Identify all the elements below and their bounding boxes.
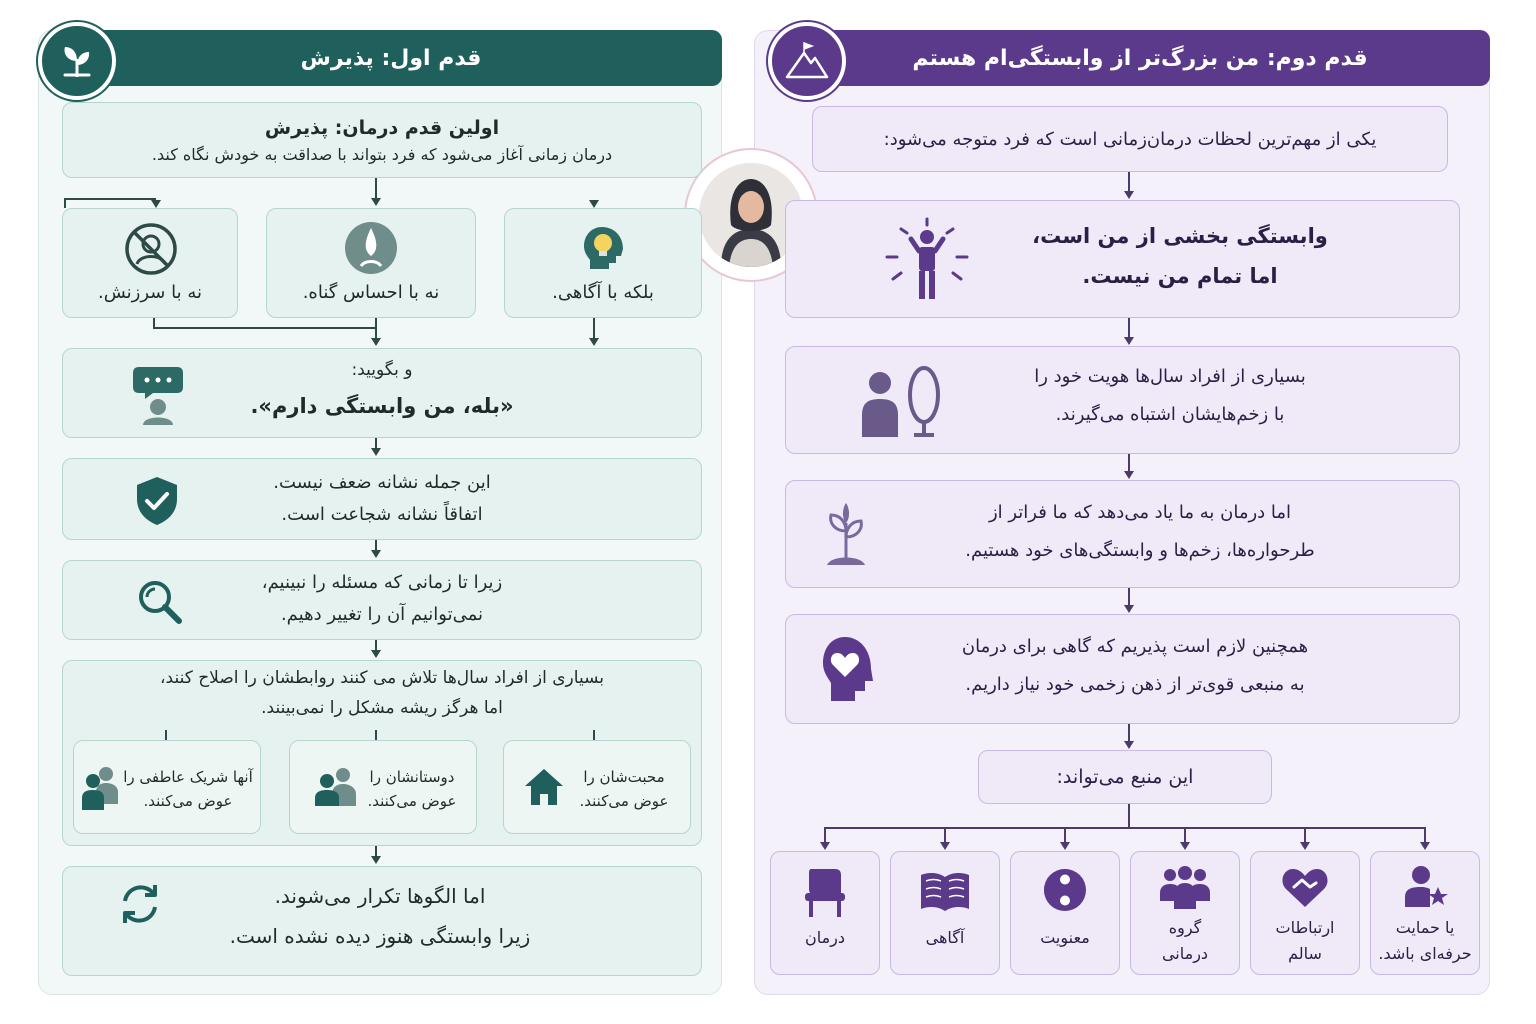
say-intro: و بگویید:	[351, 360, 413, 380]
intro-title: اولین قدم درمان: پذیرش	[264, 116, 500, 139]
chair-icon	[800, 864, 850, 920]
moment-box	[812, 106, 1448, 172]
shield-check-icon	[134, 474, 180, 528]
connector	[375, 178, 377, 198]
magnifier-icon	[134, 576, 184, 626]
step1-header	[60, 30, 722, 86]
resource-spirituality-line1: معنویت	[1040, 928, 1090, 947]
group-icon	[1158, 864, 1212, 910]
connector-arrow	[1060, 842, 1070, 850]
resource-relations-line2: سالم	[1288, 944, 1322, 963]
connector	[1128, 318, 1130, 338]
connector	[1304, 827, 1306, 843]
intro-text: درمان زمانی آغاز می‌شود که فرد بتواند با صداقت به خودش نگاه کند.	[151, 144, 613, 164]
mountain-flag-icon	[768, 22, 846, 100]
connector-arrow	[371, 448, 381, 456]
step2-title: قدم دوم: من بزرگ‌تر از وابستگی‌ام هستم	[912, 45, 1368, 71]
resource-therapy-line1: درمان	[804, 928, 846, 947]
source-box	[785, 614, 1460, 724]
connector-arrow	[1124, 191, 1134, 199]
part-line1: وابستگی بخشی از من است،	[1032, 224, 1328, 248]
growing-plant-icon	[818, 500, 874, 568]
say-quote: «بله، من وابستگی دارم».	[250, 394, 514, 418]
connector-arrow	[371, 550, 381, 558]
connector-arrow	[1124, 605, 1134, 613]
beyond-box	[785, 480, 1460, 588]
part-line2: اما تمام من نیست.	[1082, 264, 1278, 288]
moment-text: یکی از مهم‌ترین لحظات درمان‌زمانی است که فرد متوجه می‌شود:	[883, 128, 1377, 150]
can-be-box	[978, 750, 1272, 804]
connector-arrow	[820, 842, 830, 850]
connector	[1128, 804, 1130, 828]
connector-arrow	[371, 338, 381, 346]
change-partners-line2: عوض می‌کنند.	[143, 792, 233, 810]
option-awareness-label: بلکه با آگاهی.	[552, 282, 654, 303]
resource-awareness-line1: آگاهی	[925, 928, 965, 947]
source-line1: همچنین لازم است پذیریم که گاهی برای درمان	[961, 636, 1309, 657]
cycle-arrows-icon	[116, 880, 164, 928]
yin-yang-icon	[1041, 866, 1089, 914]
connector-arrow	[1124, 741, 1134, 749]
connector	[1184, 827, 1186, 843]
connector	[64, 198, 66, 208]
step1-title: قدم اول: پذیرش	[300, 45, 482, 71]
connector-arrow	[371, 856, 381, 864]
many-line1: بسیاری از افراد سال‌ها تلاش می کنند روابطشان را اصلاح کنند،	[160, 668, 604, 688]
change-partners-line1: آنها شریک عاطفی را	[123, 768, 253, 786]
connector-arrow	[1420, 842, 1430, 850]
change-love-line1: محبت‌شان را	[583, 768, 665, 786]
partners-icon	[80, 764, 120, 810]
connector	[1128, 588, 1130, 606]
connector	[375, 318, 377, 340]
connector	[824, 827, 826, 843]
beyond-line2: طرحواره‌ها، زخم‌ها و وابستگی‌های خود هستیم.	[965, 540, 1315, 561]
connector-arrow	[1124, 471, 1134, 479]
identity-line2: با زخم‌هایشان اشتباه می‌گیرند.	[1055, 404, 1285, 425]
connector	[64, 198, 156, 200]
resource-relations-line1: ارتباطات	[1275, 918, 1335, 937]
change-friends-line1: دوستانشان را	[369, 768, 455, 786]
change-friends-line2: عوض می‌کنند.	[367, 792, 457, 810]
connector-arrow	[151, 200, 161, 208]
resource-group-line1: گروه	[1168, 918, 1202, 937]
courage-line1: این جمله نشانه ضعف نیست.	[273, 472, 491, 493]
connector	[1128, 724, 1130, 742]
can-be-text: این منبع می‌تواند:	[1056, 766, 1194, 788]
identity-line1: بسیاری از افراد سال‌ها هویت خود را	[1034, 366, 1306, 387]
radiant-person-icon	[882, 216, 972, 304]
connector	[824, 827, 1426, 829]
option-no-guilt-label: نه با احساس گناه.	[302, 282, 440, 303]
connector	[593, 318, 595, 340]
see-line2: نمی‌توانیم آن را تغییر دهیم.	[280, 604, 484, 625]
connector-arrow	[371, 198, 381, 206]
option-no-blame-label: نه با سرزنش.	[98, 282, 202, 303]
connector	[1128, 454, 1130, 472]
connector-arrow	[589, 338, 599, 346]
open-book-icon	[918, 868, 972, 914]
heart-head-icon	[818, 632, 880, 704]
speaking-person-icon	[130, 362, 186, 426]
connector	[944, 827, 946, 843]
connector-arrow	[1300, 842, 1310, 850]
connector-arrow	[371, 650, 381, 658]
friends-icon	[312, 764, 358, 808]
step2-header	[790, 30, 1490, 86]
head-lightbulb-icon	[578, 220, 632, 274]
repeat-line2: زیرا وابستگی هنوز دیده نشده است.	[229, 924, 531, 948]
beyond-line1: اما درمان به ما یاد می‌دهد که ما فراتر از	[988, 502, 1292, 523]
repeat-line1: اما الگوها تکرار می‌شوند.	[274, 884, 486, 908]
person-star-icon	[1400, 862, 1450, 910]
many-line2: اما هرگز ریشه مشکل را نمی‌بینند.	[261, 698, 503, 718]
change-love-line2: عوض می‌کنند.	[579, 792, 669, 810]
handshake-heart-icon	[1280, 862, 1330, 910]
resource-professional-line1: یا حمایت	[1395, 918, 1455, 937]
connector-arrow	[589, 200, 599, 208]
source-line2: به منبعی قوی‌تر از ذهن زخمی خود نیاز داریم.	[965, 674, 1305, 695]
person-mirror-icon	[858, 362, 944, 440]
connector-arrow	[1124, 337, 1134, 345]
connector	[1064, 827, 1066, 843]
see-line1: زیرا تا زمانی که مسئله را نبینیم،	[261, 572, 503, 593]
resource-professional-line2: حرفه‌ای باشد.	[1378, 944, 1472, 963]
connector	[1424, 827, 1426, 843]
connector-arrow	[1180, 842, 1190, 850]
sad-face-icon	[343, 220, 399, 276]
intro-box	[62, 102, 702, 178]
courage-line2: اتفاقاً نشانه شجاعت است.	[281, 504, 483, 525]
sprout-icon	[38, 22, 116, 100]
connector	[153, 327, 377, 329]
no-blame-icon	[124, 222, 178, 276]
connector	[1128, 172, 1130, 192]
connector-arrow	[940, 842, 950, 850]
house-icon	[522, 766, 566, 808]
resource-group-line2: درمانی	[1161, 944, 1209, 963]
